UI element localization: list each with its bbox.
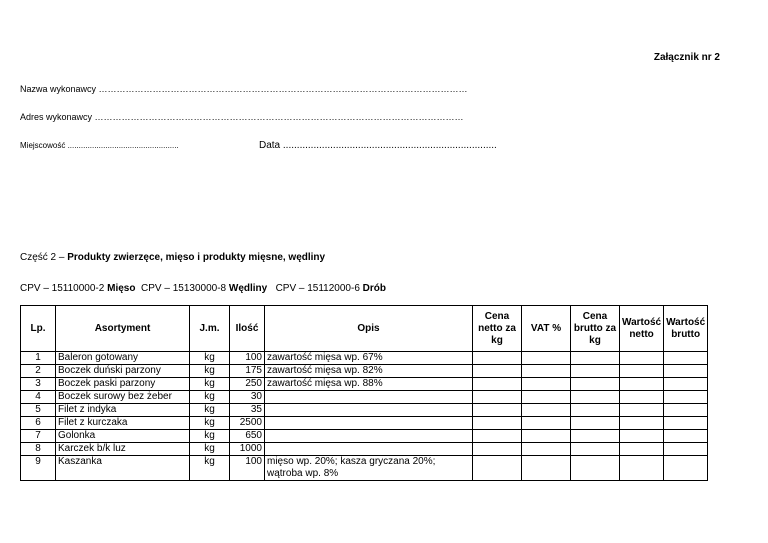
cell-net-price bbox=[473, 352, 522, 365]
cell-vat bbox=[522, 456, 571, 481]
header-unit: J.m. bbox=[190, 306, 230, 352]
cell-item: Golonka bbox=[56, 430, 190, 443]
cell-qty: 100 bbox=[230, 456, 265, 481]
cell-item: Baleron gotowany bbox=[56, 352, 190, 365]
cell-unit: kg bbox=[190, 443, 230, 456]
cell-qty: 30 bbox=[230, 391, 265, 404]
cell-item: Boczek duński parzony bbox=[56, 365, 190, 378]
cell-net-value bbox=[620, 430, 664, 443]
cell-lp: 7 bbox=[21, 430, 56, 443]
cpv-name-3: Drób bbox=[362, 283, 387, 294]
cell-net-price bbox=[473, 404, 522, 417]
table-row bbox=[21, 378, 708, 391]
cell-gross-price bbox=[571, 443, 620, 456]
header-desc: Opis bbox=[265, 306, 473, 352]
cell-net-price bbox=[473, 417, 522, 430]
header-item: Asortyment bbox=[56, 306, 190, 352]
cell-gross-price bbox=[571, 365, 620, 378]
cell-qty: 100 bbox=[230, 352, 265, 365]
cell-gross-price bbox=[571, 404, 620, 417]
cell-item: Karczek b/k luz bbox=[56, 443, 190, 456]
cell-lp: 3 bbox=[21, 378, 56, 391]
cell-gross-value bbox=[664, 404, 708, 417]
cell-lp: 8 bbox=[21, 443, 56, 456]
cpv-name-2: Wędliny bbox=[228, 283, 268, 294]
cell-lp: 2 bbox=[21, 365, 56, 378]
table-row bbox=[21, 456, 708, 481]
contractor-address-field: Adres wykonawcy …………………………………………………………………………………………………………… bbox=[20, 112, 464, 122]
cell-gross-value bbox=[664, 391, 708, 404]
cell-gross-value bbox=[664, 430, 708, 443]
cpv-line bbox=[20, 283, 386, 294]
cell-gross-price bbox=[571, 378, 620, 391]
cell-lp: 5 bbox=[21, 404, 56, 417]
cell-gross-value bbox=[664, 456, 708, 481]
cell-desc bbox=[265, 404, 473, 417]
city-field: Miejscowość .................................................. bbox=[20, 141, 179, 150]
cell-net-price bbox=[473, 378, 522, 391]
cell-net-value bbox=[620, 391, 664, 404]
header-vat: VAT % bbox=[522, 306, 571, 352]
cell-vat bbox=[522, 417, 571, 430]
cell-desc bbox=[265, 417, 473, 430]
cell-item: Filet z indyka bbox=[56, 404, 190, 417]
cell-vat bbox=[522, 443, 571, 456]
cpv-code-3: CPV – 15112000-6 bbox=[275, 283, 360, 294]
cell-net-value bbox=[620, 365, 664, 378]
cell-gross-price bbox=[571, 417, 620, 430]
cell-gross-price bbox=[571, 430, 620, 443]
cell-net-price bbox=[473, 365, 522, 378]
cpv-code-1: CPV – 15110000-2 bbox=[20, 283, 105, 294]
header-lp: Lp. bbox=[21, 306, 56, 352]
part-heading bbox=[20, 252, 325, 263]
header-net-value: Wartość netto bbox=[620, 306, 664, 352]
cell-gross-price bbox=[571, 456, 620, 481]
cell-vat bbox=[522, 391, 571, 404]
annex-label: Załącznik nr 2 bbox=[653, 52, 720, 63]
cell-desc: zawartość mięsa wp. 88% bbox=[265, 378, 473, 391]
cell-lp: 1 bbox=[21, 352, 56, 365]
cell-vat bbox=[522, 365, 571, 378]
contractor-name-field: Nazwa wykonawcy …………………………………………………………………………………………………………… bbox=[20, 84, 468, 94]
part-title: Produkty zwierzęce, mięso i produkty mięsne, wędliny bbox=[67, 252, 326, 263]
cell-net-value bbox=[620, 404, 664, 417]
cell-qty: 175 bbox=[230, 365, 265, 378]
table-header-row bbox=[21, 306, 708, 352]
date-field: Data ............................................................................. bbox=[259, 140, 497, 151]
cell-gross-value bbox=[664, 417, 708, 430]
cell-unit: kg bbox=[190, 365, 230, 378]
table-row bbox=[21, 443, 708, 456]
table-row bbox=[21, 352, 708, 365]
cell-desc bbox=[265, 443, 473, 456]
cell-unit: kg bbox=[190, 417, 230, 430]
cell-item: Boczek paski parzony bbox=[56, 378, 190, 391]
cell-desc bbox=[265, 391, 473, 404]
cell-net-value bbox=[620, 443, 664, 456]
cell-desc bbox=[265, 430, 473, 443]
cpv-code-2: CPV – 15130000-8 bbox=[141, 283, 227, 294]
cell-net-price bbox=[473, 456, 522, 481]
cell-desc: mięso wp. 20%; kasza gryczana 20%; wątroba wp. 8% bbox=[265, 456, 473, 481]
cell-unit: kg bbox=[190, 430, 230, 443]
cell-net-price bbox=[473, 443, 522, 456]
cell-unit: kg bbox=[190, 378, 230, 391]
cell-qty: 250 bbox=[230, 378, 265, 391]
header-gross-value: Wartość brutto bbox=[664, 306, 708, 352]
cell-net-value bbox=[620, 378, 664, 391]
cell-net-price bbox=[473, 391, 522, 404]
cell-desc: zawartość mięsa wp. 67% bbox=[265, 352, 473, 365]
cell-item: Boczek surowy bez żeber bbox=[56, 391, 190, 404]
cell-lp: 6 bbox=[21, 417, 56, 430]
cell-lp: 4 bbox=[21, 391, 56, 404]
cell-item: Filet z kurczaka bbox=[56, 417, 190, 430]
cell-unit: kg bbox=[190, 391, 230, 404]
table-row bbox=[21, 417, 708, 430]
cell-vat bbox=[522, 378, 571, 391]
offer-table bbox=[20, 305, 708, 481]
cell-net-price bbox=[473, 430, 522, 443]
table-row bbox=[21, 391, 708, 404]
cell-vat bbox=[522, 404, 571, 417]
part-prefix: Część 2 – bbox=[20, 252, 68, 263]
cell-lp: 9 bbox=[21, 456, 56, 481]
cpv-name-1: Mięso bbox=[107, 283, 136, 294]
cell-qty: 1000 bbox=[230, 443, 265, 456]
cell-gross-price bbox=[571, 352, 620, 365]
cell-desc: zawartość mięsa wp. 82% bbox=[265, 365, 473, 378]
cell-unit: kg bbox=[190, 456, 230, 481]
cell-net-value bbox=[620, 456, 664, 481]
table-row bbox=[21, 365, 708, 378]
header-qty: Ilość bbox=[230, 306, 265, 352]
cell-gross-value bbox=[664, 443, 708, 456]
cell-unit: kg bbox=[190, 352, 230, 365]
cell-gross-value bbox=[664, 365, 708, 378]
cell-unit: kg bbox=[190, 404, 230, 417]
cell-item: Kaszanka bbox=[56, 456, 190, 481]
cell-qty: 2500 bbox=[230, 417, 265, 430]
table-row bbox=[21, 430, 708, 443]
cell-gross-value bbox=[664, 378, 708, 391]
cell-net-value bbox=[620, 417, 664, 430]
cell-gross-value bbox=[664, 352, 708, 365]
header-net-price: Cena netto za kg bbox=[473, 306, 522, 352]
cell-qty: 650 bbox=[230, 430, 265, 443]
cell-vat bbox=[522, 352, 571, 365]
table-row bbox=[21, 404, 708, 417]
cell-net-value bbox=[620, 352, 664, 365]
header-gross-price: Cena brutto za kg bbox=[571, 306, 620, 352]
cell-gross-price bbox=[571, 391, 620, 404]
cell-qty: 35 bbox=[230, 404, 265, 417]
cell-vat bbox=[522, 430, 571, 443]
